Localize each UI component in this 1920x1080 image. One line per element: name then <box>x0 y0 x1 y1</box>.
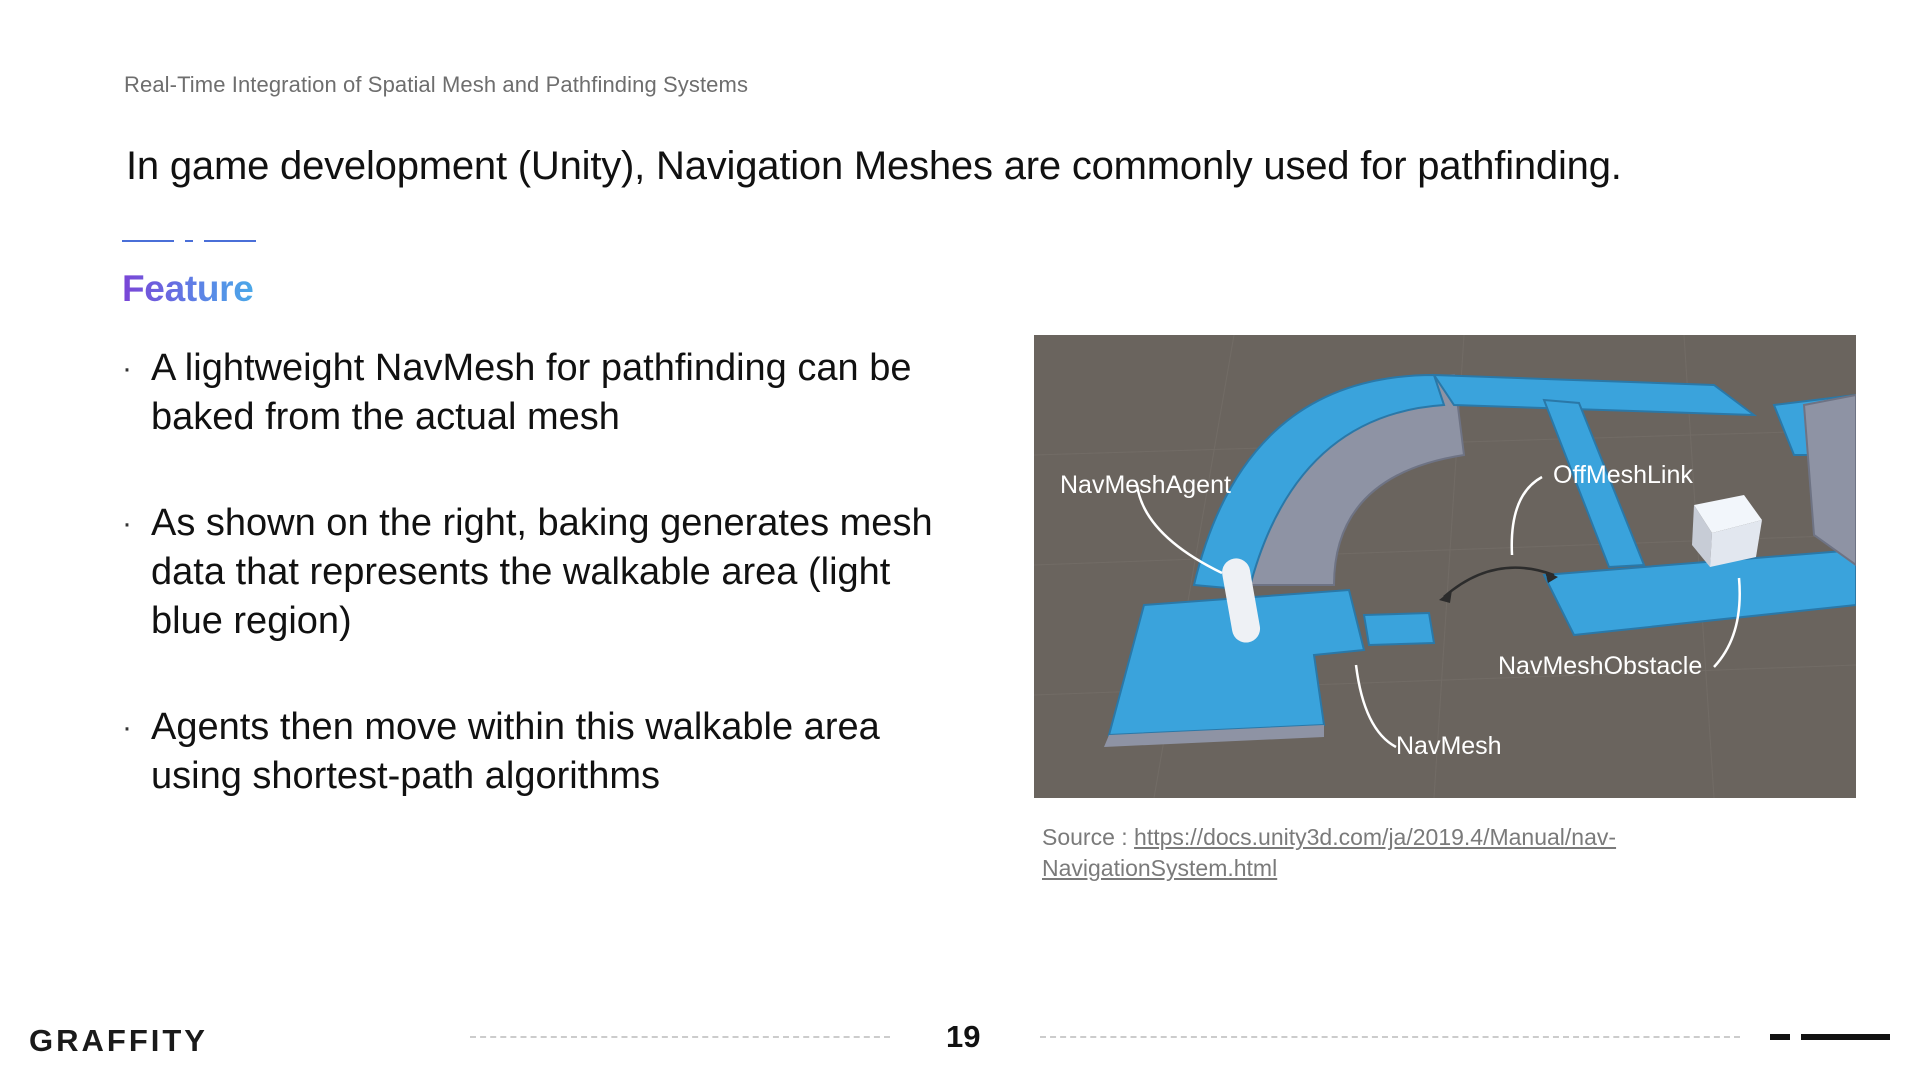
bullet-marker: · <box>122 711 132 744</box>
bullet-text: As shown on the right, baking generates mesh data that represents the walkable area (light blue region) <box>151 502 933 642</box>
source-prefix: Source : <box>1042 824 1135 850</box>
company-logo: GRAFFITY <box>29 1023 208 1058</box>
bullet-text: A lightweight NavMesh for pathfinding can be baked from the actual mesh <box>151 347 912 438</box>
label-offmeshlink: OffMeshLink <box>1553 461 1693 489</box>
footer-end-mark-long <box>1801 1034 1890 1040</box>
source-citation <box>1042 822 1802 884</box>
bullet-item <box>122 499 972 646</box>
source-link[interactable]: https://docs.unity3d.com/ja/2019.4/Manual/nav-NavigationSystem.html <box>1042 824 1617 881</box>
slide-headline: In game development (Unity), Navigation Meshes are commonly used for pathfinding. <box>126 144 1622 188</box>
bullet-list <box>122 344 972 858</box>
label-navmeshobstacle: NavMeshObstacle <box>1498 652 1703 680</box>
bullet-item <box>122 344 972 442</box>
deck-subtitle: Real-Time Integration of Spatial Mesh and Pathfinding Systems <box>124 72 749 97</box>
bullet-item <box>122 703 972 801</box>
page-number: 19 <box>946 1019 981 1054</box>
accent-decoration <box>122 238 256 244</box>
navmesh-illustration <box>1034 335 1856 798</box>
bullet-marker: · <box>122 507 132 540</box>
footer-divider-right <box>1040 1036 1740 1038</box>
label-navmesh: NavMesh <box>1396 732 1502 760</box>
bullet-text: Agents then move within this walkable area using shortest-path algorithms <box>151 706 880 797</box>
footer-divider-left <box>470 1036 890 1038</box>
bullet-marker: · <box>122 352 132 385</box>
footer-end-mark-short <box>1770 1034 1790 1040</box>
label-navmeshagent: NavMeshAgent <box>1060 471 1231 499</box>
section-title: Feature <box>122 268 254 309</box>
